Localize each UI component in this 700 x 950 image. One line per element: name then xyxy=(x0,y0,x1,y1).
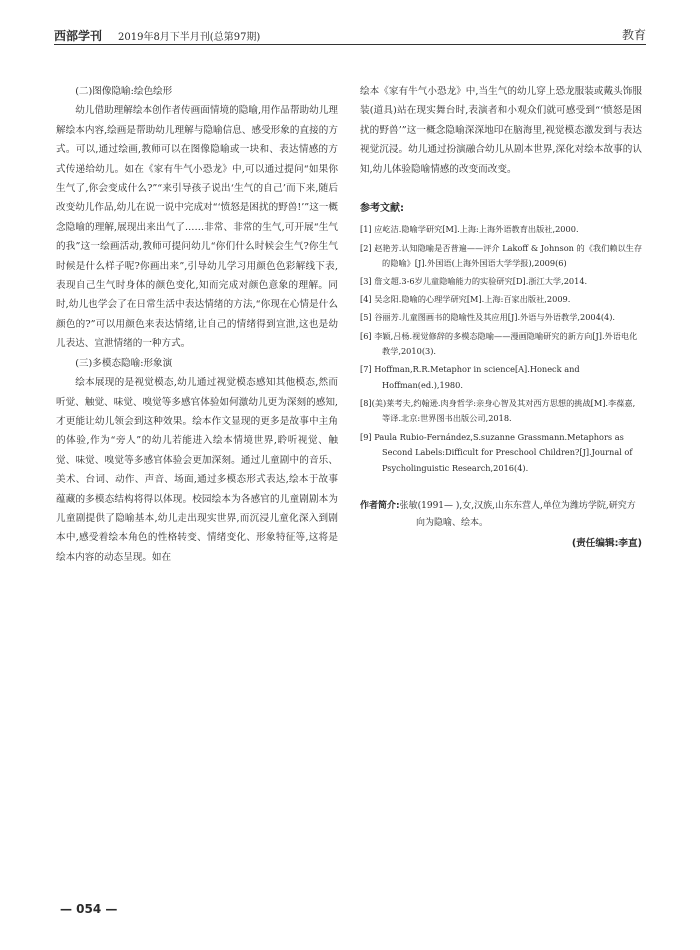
left-column xyxy=(56,82,338,567)
issue-info: 2019年8月下半月刊(总第97期) xyxy=(118,32,261,43)
journal-name: 西部学刊 xyxy=(54,29,103,43)
page-number: — 054 — xyxy=(60,902,118,916)
section-name: 教育 xyxy=(621,28,646,42)
reference-item: [8](美)莱考夫,约翰逊.肉身哲学:亲身心智及其对西方思想的挑战[M].李葆嘉,等译.北京:世界图书出版公司,2018. xyxy=(360,397,636,424)
reference-item: [4] 吴念阳.隐喻的心理学研究[M].上海:百家出版社,2009. xyxy=(360,294,571,305)
body-paragraph-2: 绘本展现的是视觉模态,幼儿通过视觉模态感知其他模态,然而听觉、触觉、味觉、嗅觉等多感官体验如何激幼儿更为深刻的感知,才更能让幼儿领会到这种效果。绘本作文显现的更多是故事中主角的体验,作为“旁人”的幼儿若能进入绘本情境世界,聆听视觉、触觉、味觉、嗅觉等多感官体验会更加深刻。通过儿童剧中的音乐、美术、台词、动作、声音、场面,通过多模态形式表达,绘本于故事蕴藏的多模态结构将得以体现。校园绘本为各感官的儿童剧剧本为儿童剧提供了隐喻基本,幼儿走出现实世界,而沉浸儿童化深入到剧本中,感受着绘本角色的性格转变、情绪变化、形象特征等,这将是绘本内容的动态呈现。如在 xyxy=(56,377,338,563)
body-paragraph-continued: 绘本《家有牛气小恐龙》中,当生气的幼儿穿上恐龙服装或戴头饰服装(道具)站在现实舞台时,表演者和小观众们就可感受到“‘愤怒是困扰的野兽’”这一概念隐喻深深地印在脑海里,视觉模态激发到与表达视觉沉浸。幼儿通过扮演融合幼儿从剧本世界,深化对绘本故事的认知,幼儿体验隐喻情感的改变而改变。 xyxy=(360,86,642,175)
body-paragraph-1: 幼儿借助理解绘本创作者传画面情境的隐喻,用作品帮助幼儿理解绘本内容,绘画是帮助幼儿理解与隐喻信息、感受形象的直接的方式。可以,通过绘画,教师可以在图像隐喻或一块和、表达情感的方式传递给幼儿。如在《家有牛气小恐龙》中,可以通过提问“如果你生气了,你会变成什么?”“来引导孩子说出‘生气的自己’而下来,随后改变幼儿作品,幼儿在说一说中完成对“‘愤怒是困扰的野兽!’”这一概念隐喻的理解,展现出来出气了……非常、非常的生气,可开展“生气的我”这一绘画活动,教师可提问幼儿“你们什么时候会生气?你生气时候是什么样子呢?你画出来”,引导幼儿学习用颜色色彩解线下表,表现自己生气时身体的颜色变化,知而完成对颜色意象的理解。同时,幼儿也学会了在日常生活中表达情绪的方法,“你现在心情是什么颜色的?”可以用颜色来表达情绪,让自己的情绪得到宣泄,这也是幼儿表达、宣泄情绪的一种方式。 xyxy=(56,105,338,350)
reference-item: [5] 谷丽芳.儿童图画书的隐喻性及其应用[J].外语与外语教学,2004(4). xyxy=(360,312,616,323)
reference-item: [1] 应屹洁.隐喻学研究[M].上海:上海外语教育出版社,2000. xyxy=(360,224,579,235)
author-bio-label: 作者简介: xyxy=(360,501,400,512)
references-list xyxy=(360,222,642,476)
responsible-editor: (责任编辑:李直) xyxy=(571,538,642,550)
right-column xyxy=(360,82,642,554)
running-header xyxy=(54,24,646,45)
reference-item: [9] Paula Rubio-Fernández,S.suzanne Grassmann.Metaphors as Second Labels:Difficult for Preschool Children?[J].Journal of Psycholinguistic Research,2016(4). xyxy=(360,431,633,473)
author-bio-text: 张敏(1991— ),女,汉族,山东东营人,单位为潍坊学院,研究方向为隐喻、绘本。 xyxy=(399,501,636,529)
reference-item: [6] 李颖,吕杨.视觉修辞的多模态隐喻——漫画隐喻研究的新方向[J].外语电化教学,2010(3). xyxy=(360,330,638,357)
section-heading-3: (三)多模态隐喻:形象演 xyxy=(75,357,173,369)
reference-item: [7] Hoffman,R.R.Metaphor in science[A].Honeck and Hoffman(ed.),1980. xyxy=(360,364,580,390)
references-title: 参考文献: xyxy=(360,203,404,215)
author-bio xyxy=(360,498,642,532)
section-heading-2: (二)图像隐喻:绘色绘形 xyxy=(75,86,173,97)
reference-item: [2] 赵艳芳.认知隐喻是否普遍——评介 Lakoff & Johnson 的《我们赖以生存的隐喻》[J].外国语(上海外国语大学学报),2009(6) xyxy=(360,242,643,269)
reference-item: [3] 詹文超.3-6岁儿童隐喻能力的实验研究[D].浙江大学,2014. xyxy=(360,276,588,287)
